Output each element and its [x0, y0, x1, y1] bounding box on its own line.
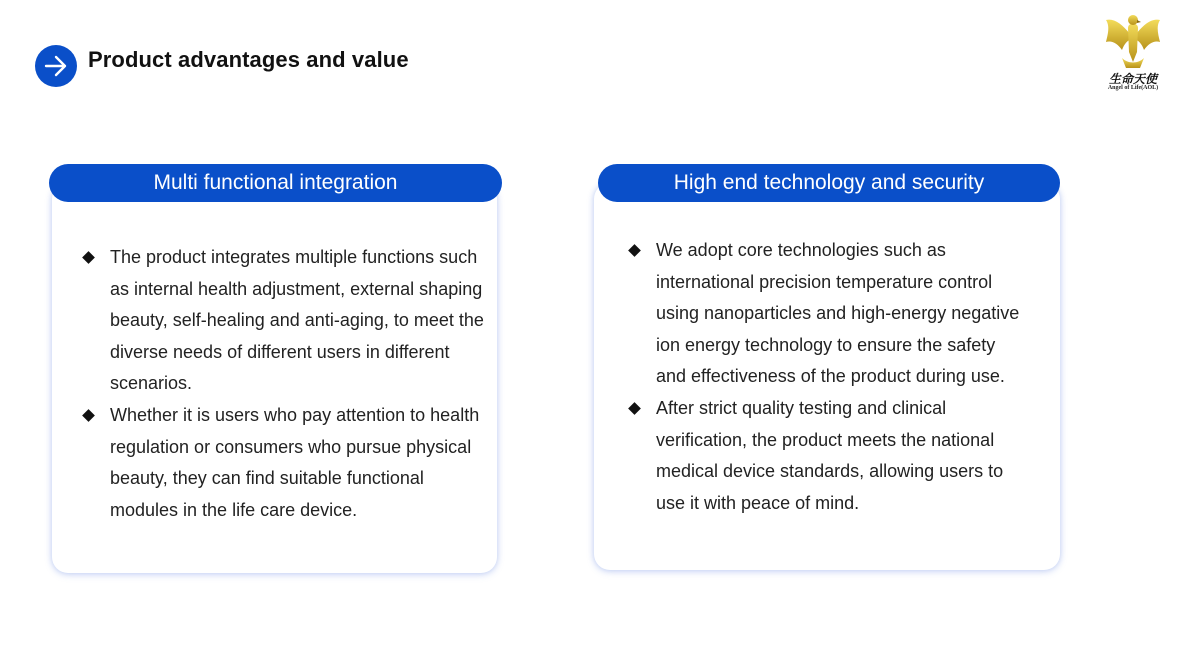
diamond-bullet-icon	[628, 244, 641, 257]
bullet-list-high-end-technology	[628, 235, 1028, 519]
logo-chinese-text: 生命天使	[1108, 72, 1157, 86]
bullet-text: We adopt core technologies such as international precision temperature control using nanoparticles and high-energy negative ion energy technology to ensure the safety and effectiveness of the product during use.	[656, 240, 1020, 387]
bullet-list-multi-functional	[82, 242, 492, 526]
bullet-text: The product integrates multiple functions such as internal health adjustment, external shaping beauty, self-healing and anti-aging, to meet the diverse needs of different users in different scenarios.	[110, 247, 484, 394]
logo-english-text: Angel of Life(AOL)	[1107, 85, 1159, 91]
page-title: Product advantages and value	[88, 47, 409, 72]
diamond-bullet-icon	[82, 409, 95, 422]
list-item	[82, 400, 492, 526]
golden-eagle-icon	[1100, 12, 1166, 70]
card-heading-multi-functional: Multi functional integration	[49, 164, 502, 202]
diamond-bullet-icon	[628, 402, 641, 415]
diamond-bullet-icon	[82, 251, 95, 264]
bullet-text: After strict quality testing and clinical verification, the product meets the national medical device standards, allowing users to use it with peace of mind.	[656, 397, 1004, 513]
card-heading-high-end-technology: High end technology and security	[598, 164, 1060, 202]
list-item	[628, 235, 1028, 393]
arrow-right-icon	[35, 45, 77, 87]
list-item	[82, 242, 492, 400]
brand-logo	[1100, 12, 1166, 96]
bullet-text: Whether it is users who pay attention to health regulation or consumers who pursue physical beauty, they can find suitable functional modules in the life care device.	[110, 404, 480, 520]
list-item	[628, 393, 1028, 519]
